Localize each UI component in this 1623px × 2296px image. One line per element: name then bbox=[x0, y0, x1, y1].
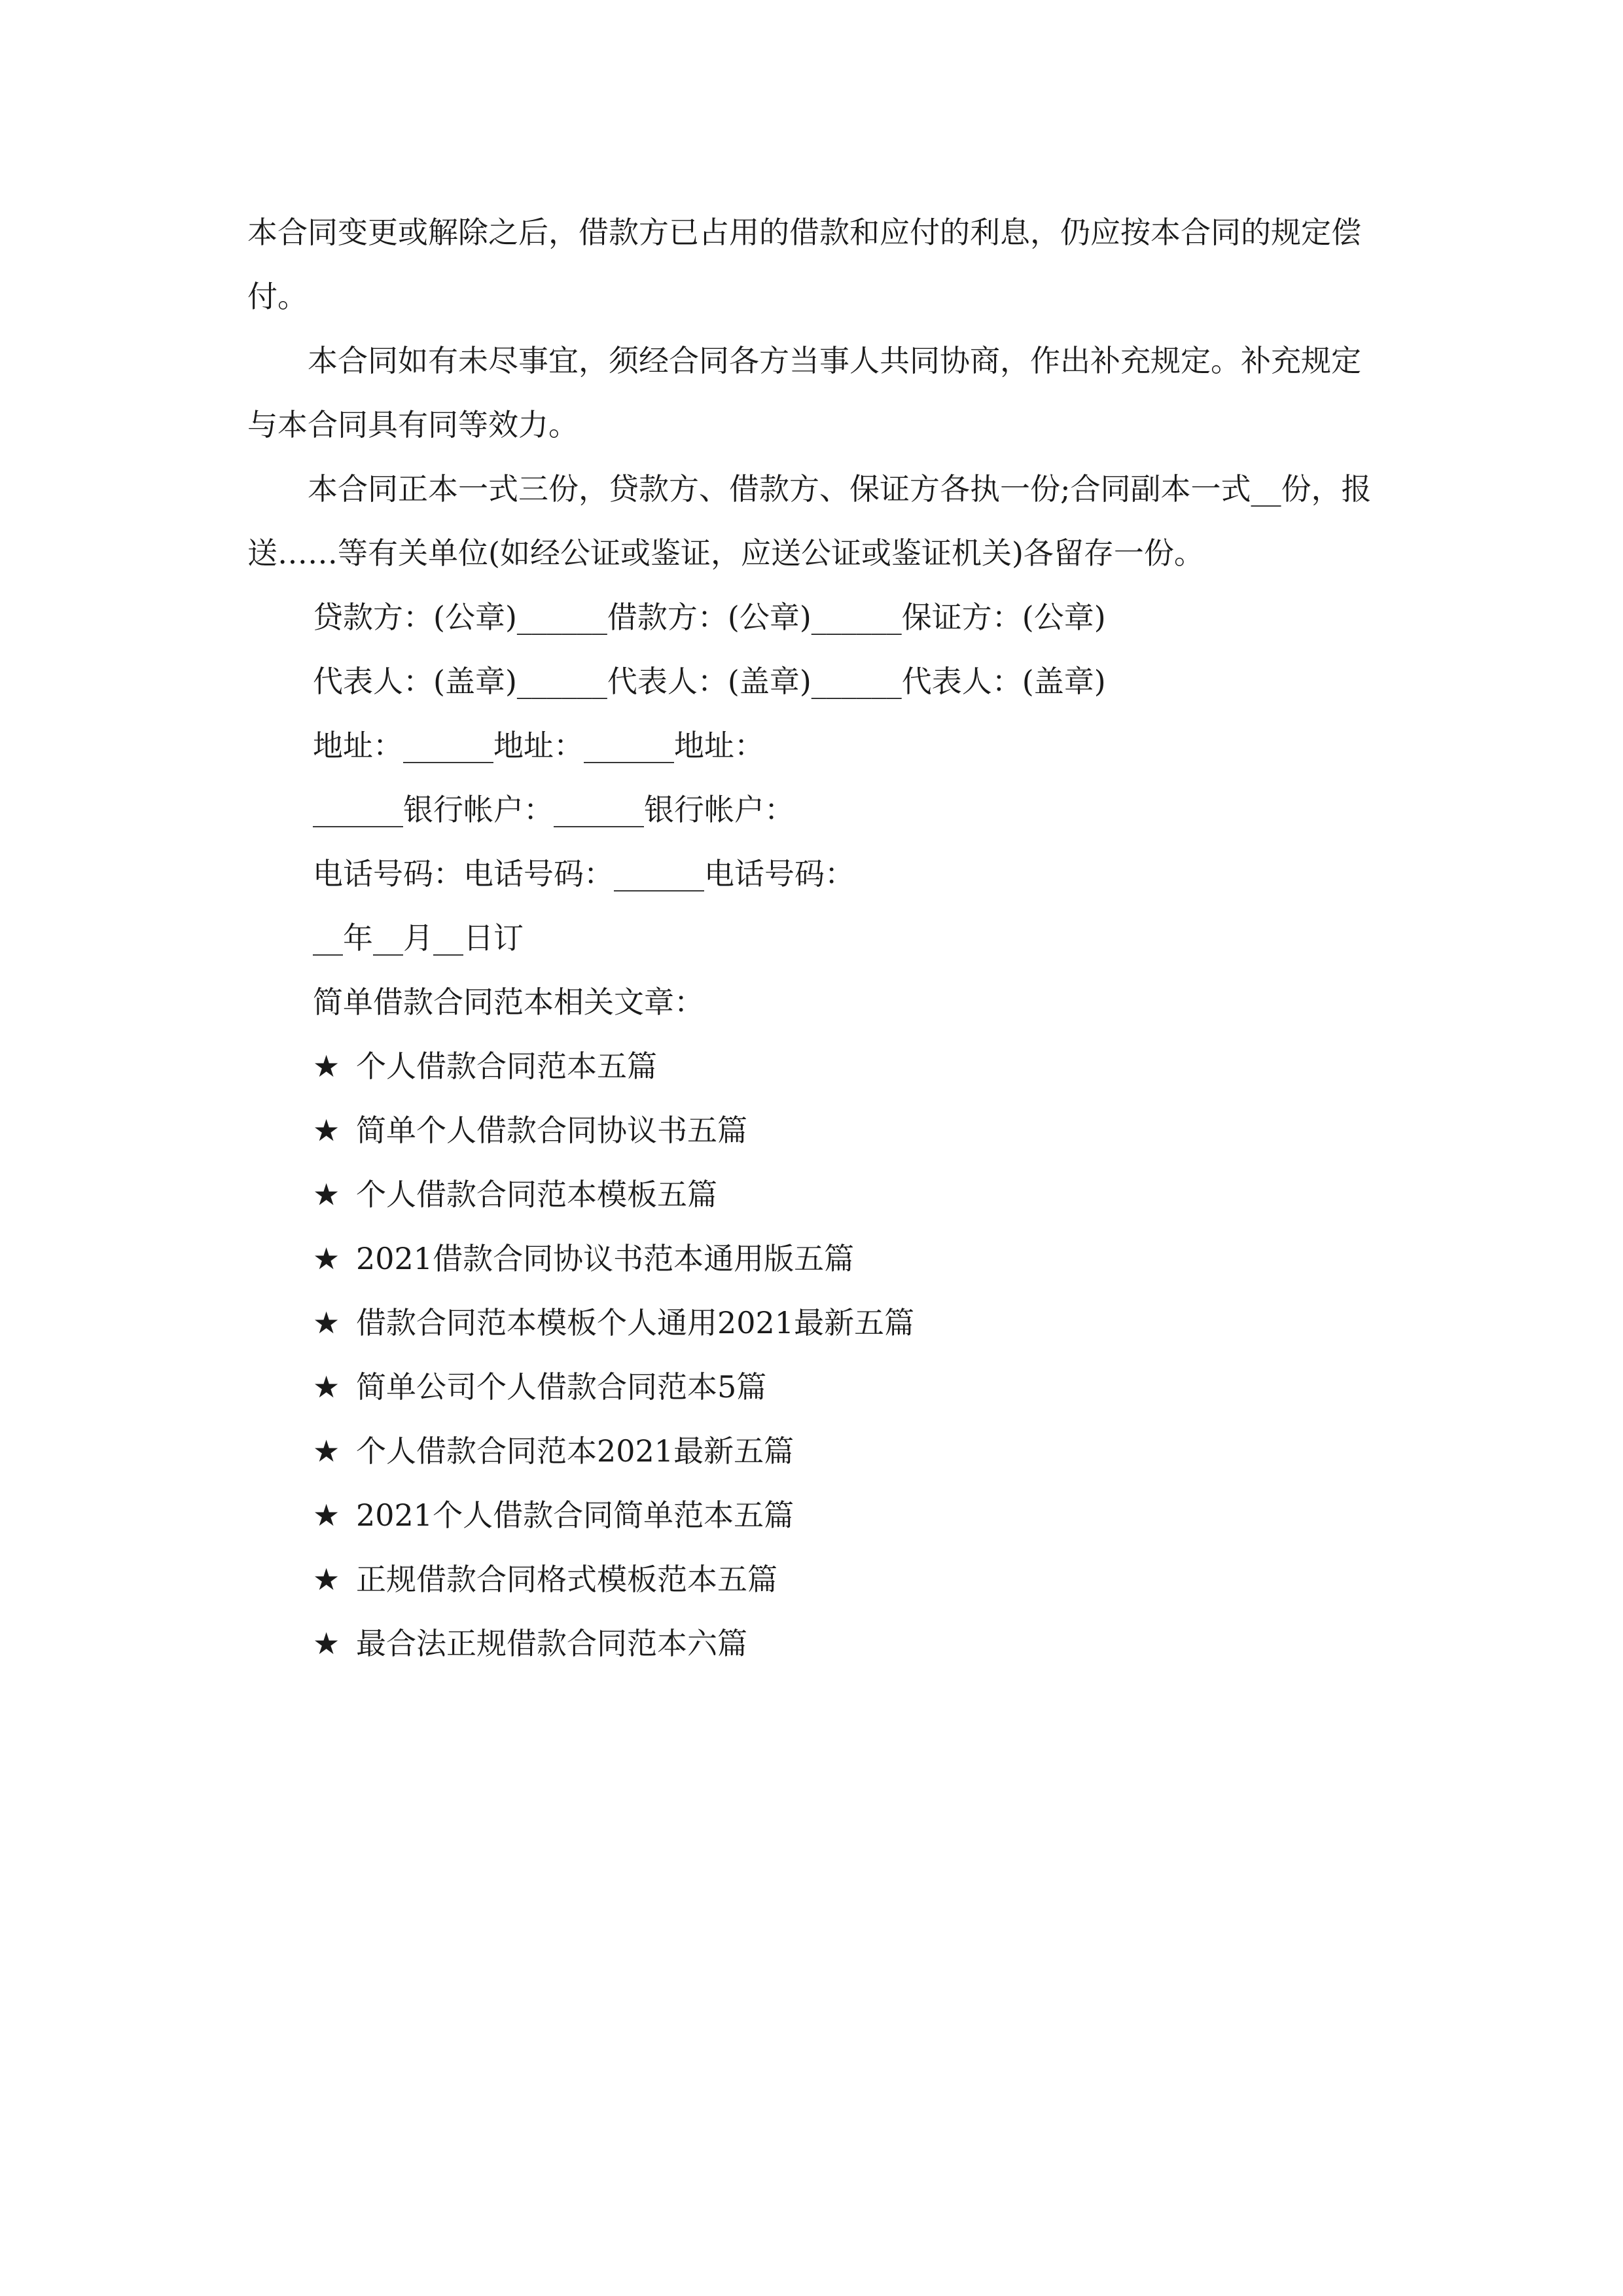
related-article-title: 个人借款合同范本2021最新五篇 bbox=[356, 1433, 794, 1469]
related-article-title: 2021借款合同协议书范本通用版五篇 bbox=[356, 1241, 855, 1276]
related-article-title: 最合法正规借款合同范本六篇 bbox=[356, 1626, 747, 1661]
signature-line-representative: 代表人：(盖章)______代表人：(盖章)______代表人：(盖章) bbox=[313, 664, 1106, 699]
signature-line-seal: 贷款方：(公章)______借款方：(公章)______保证方：(公章) bbox=[313, 600, 1106, 635]
related-articles-heading: 简单借款合同范本相关文章： bbox=[313, 984, 704, 1020]
signature-line-bank-account: ______银行帐户：______银行帐户： bbox=[313, 792, 794, 827]
paragraph-contract-change: 本合同变更或解除之后，借款方已占用的借款和应付的利息，仍应按本合同的规定偿付。 bbox=[247, 215, 1361, 314]
star-icon: ★ bbox=[313, 1433, 340, 1469]
star-icon: ★ bbox=[313, 1049, 340, 1084]
star-icon: ★ bbox=[313, 1562, 340, 1597]
paragraph-copies: 本合同正本一式三份，贷款方、借款方、保证方各执一份;合同副本一式__份，报送……等有关单位(如经公证或鉴证，应送公证或鉴证机关)各留存一份。 bbox=[247, 471, 1372, 571]
related-article-title: 2021个人借款合同简单范本五篇 bbox=[356, 1498, 794, 1533]
related-article-title: 个人借款合同范本五篇 bbox=[356, 1049, 657, 1084]
related-article-link[interactable] bbox=[247, 1034, 1386, 1098]
related-article-title: 借款合同范本模板个人通用2021最新五篇 bbox=[356, 1305, 915, 1340]
star-icon: ★ bbox=[313, 1369, 340, 1405]
related-article-link[interactable] bbox=[247, 1611, 1386, 1676]
related-article-title: 简单公司个人借款合同范本5篇 bbox=[356, 1369, 767, 1405]
related-article-link[interactable] bbox=[247, 1547, 1386, 1611]
related-article-link[interactable] bbox=[247, 1162, 1386, 1227]
signature-line-address: 地址：______地址：______地址： bbox=[313, 728, 764, 763]
paragraph-supplementary-provisions: 本合同如有未尽事宜，须经合同各方当事人共同协商，作出补充规定。补充规定与本合同具有同等效力。 bbox=[247, 343, 1361, 442]
signature-line-phone: 电话号码：电话号码：______电话号码： bbox=[313, 856, 855, 891]
related-article-title: 正规借款合同格式模板范本五篇 bbox=[356, 1562, 777, 1597]
signature-line-date: __年__月__日订 bbox=[313, 920, 524, 956]
star-icon: ★ bbox=[313, 1626, 340, 1661]
related-article-link[interactable] bbox=[247, 1291, 1386, 1355]
related-article-link[interactable] bbox=[247, 1419, 1386, 1483]
star-icon: ★ bbox=[313, 1305, 340, 1340]
related-articles-list bbox=[247, 1034, 1386, 1676]
star-icon: ★ bbox=[313, 1498, 340, 1533]
star-icon: ★ bbox=[313, 1177, 340, 1212]
related-article-title: 简单个人借款合同协议书五篇 bbox=[356, 1113, 747, 1148]
related-article-link[interactable] bbox=[247, 1098, 1386, 1162]
star-icon: ★ bbox=[313, 1241, 340, 1276]
star-icon: ★ bbox=[313, 1113, 340, 1148]
related-article-link[interactable] bbox=[247, 1227, 1386, 1291]
related-article-link[interactable] bbox=[247, 1483, 1386, 1547]
document-body bbox=[247, 200, 1386, 1676]
related-article-title: 个人借款合同范本模板五篇 bbox=[356, 1177, 717, 1212]
related-article-link[interactable] bbox=[247, 1355, 1386, 1419]
